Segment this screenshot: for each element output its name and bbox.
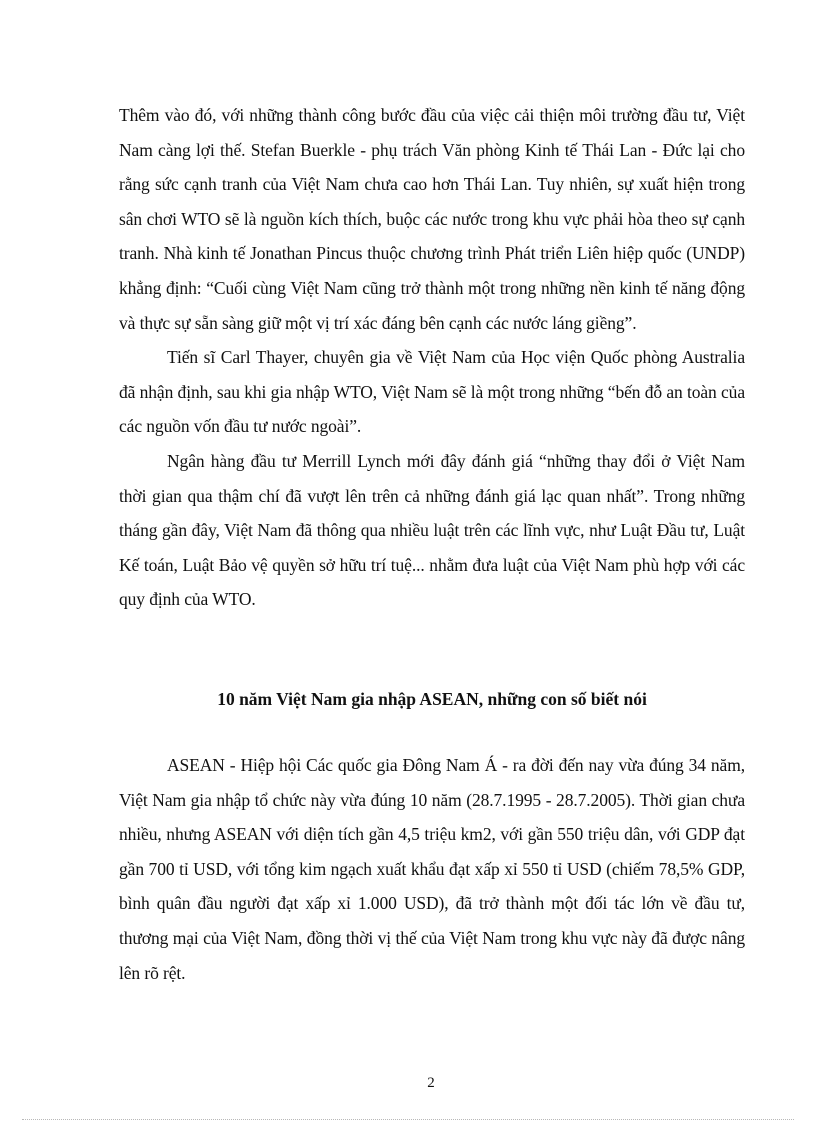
paragraph-4: ASEAN - Hiệp hội Các quốc gia Đông Nam Á - ra đời đến nay vừa đúng 34 năm, Việt Nam gia nhập tổ chức này vừa đúng 10 năm (28.7.1995 - 28.7.2005). Thời gian chưa nhiều, nhưng ASEAN với diện tích gần 4,5 triệu km2, với gần 550 triệu dân, với GDP đạt gần 700 tỉ USD, với tổng kim ngạch xuất khẩu đạt xấp xỉ 550 tỉ USD (chiếm 78,5% GDP, bình quân đầu người đạt xấp xỉ 1.000 USD), đã trở thành một đối tác lớn về đầu tư, thương mại của Việt Nam, đồng thời vị thế của Việt Nam trong khu vực này đã được nâng lên rõ rệt. xyxy=(119,755,745,983)
footer-divider xyxy=(22,1119,794,1120)
body-text-bottom xyxy=(119,748,745,990)
body-text-top xyxy=(119,98,745,617)
page-number: 2 xyxy=(427,1075,435,1091)
paragraph-3: Ngân hàng đầu tư Merrill Lynch mới đây đánh giá “những thay đổi ở Việt Nam thời gian qua thậm chí đã vượt lên trên cả những đánh giá lạc quan nhất”. Trong những tháng gần đây, Việt Nam đã thông qua nhiều luật trên các lĩnh vực, như Luật Đầu tư, Luật Kế toán, Luật Bảo vệ quyền sở hữu trí tuệ... nhằm đưa luật của Việt Nam phù hợp với các quy định của WTO. xyxy=(119,450,745,610)
paragraph-1: Thêm vào đó, với những thành công bước đầu của việc cải thiện môi trường đầu tư, Việt Nam càng lợi thế. Stefan Buerkle - phụ trách Văn phòng Kinh tế Thái Lan - Đức lại cho rằng sức cạnh tranh của Việt Nam chưa cao hơn Thái Lan. Tuy nhiên, sự xuất hiện trong sân chơi WTO sẽ là nguồn kích thích, buộc các nước trong khu vực phải hòa theo sự cạnh tranh. Nhà kinh tế Jonathan Pincus thuộc chương trình Phát triển Liên hiệp quốc (UNDP) khẳng định: “Cuối cùng Việt Nam cũng trở thành một trong những nền kinh tế năng động và thực sự sẵn sàng giữ một vị trí xác đáng bên cạnh các nước láng giềng”. xyxy=(119,105,745,333)
paragraph-2: Tiến sĩ Carl Thayer, chuyên gia về Việt Nam của Học viện Quốc phòng Australia đã nhận định, sau khi gia nhập WTO, Việt Nam sẽ là một trong những “bến đỗ an toàn của các nguồn vốn đầu tư nước ngoài”. xyxy=(119,347,745,437)
section-heading: 10 năm Việt Nam gia nhập ASEAN, những con số biết nói xyxy=(217,689,647,709)
